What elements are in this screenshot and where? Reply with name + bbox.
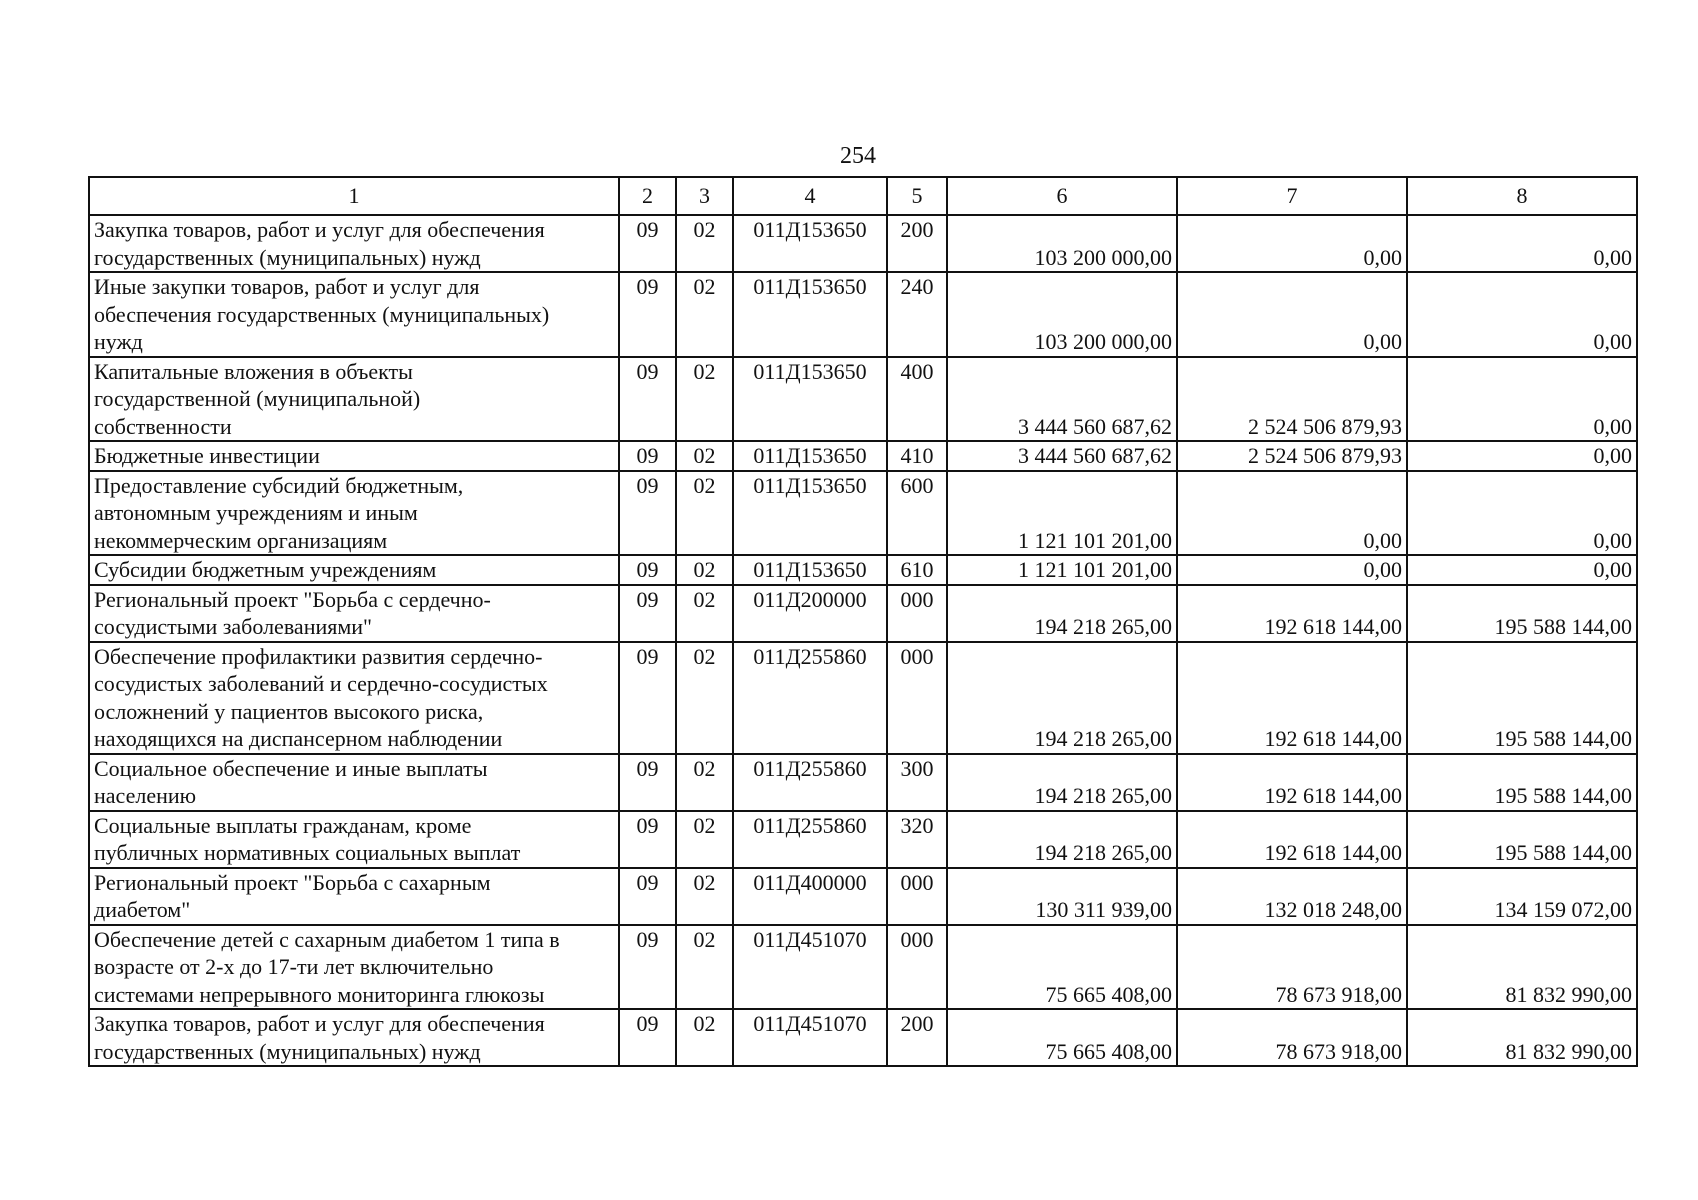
row-name-line: сосудистыми заболеваниями" bbox=[94, 614, 373, 639]
row-name-line: находящихся на диспансерном наблюдении bbox=[94, 726, 503, 751]
expense-type-cell: 240 bbox=[887, 272, 947, 357]
amount-col6-cell: 194 218 265,00 bbox=[947, 754, 1177, 811]
subsection-code-cell: 02 bbox=[676, 272, 733, 357]
row-name-line: осложнений у пациентов высокого риска, bbox=[94, 698, 484, 724]
subsection-code-cell: 02 bbox=[676, 925, 733, 1010]
target-article-cell: 011Д200000 bbox=[733, 585, 887, 642]
row-name-line: государственной (муниципальной) bbox=[94, 386, 421, 411]
subsection-code-cell: 02 bbox=[676, 754, 733, 811]
section-code-cell: 09 bbox=[619, 272, 676, 357]
subsection-code-cell: 02 bbox=[676, 471, 733, 556]
target-article-cell: 011Д255860 bbox=[733, 754, 887, 811]
column-header-2: 2 bbox=[619, 177, 676, 215]
target-article-cell: 011Д255860 bbox=[733, 811, 887, 868]
row-name-cell bbox=[89, 471, 619, 556]
row-name-line: Субсидии бюджетным учреждениям bbox=[94, 557, 437, 582]
amount-col6-cell: 75 665 408,00 bbox=[947, 1009, 1177, 1066]
expense-type-cell: 200 bbox=[887, 1009, 947, 1066]
amount-col8-cell: 0,00 bbox=[1407, 215, 1637, 272]
row-name-cell bbox=[89, 642, 619, 754]
row-name-cell bbox=[89, 585, 619, 642]
expense-type-cell: 200 bbox=[887, 215, 947, 272]
target-article-cell: 011Д153650 bbox=[733, 357, 887, 442]
table-row bbox=[89, 585, 1637, 642]
amount-col8-cell: 0,00 bbox=[1407, 357, 1637, 442]
row-name-line: Закупка товаров, работ и услуг для обеспечения bbox=[94, 217, 545, 242]
amount-col7-cell: 0,00 bbox=[1177, 555, 1407, 585]
page-number: 254 bbox=[840, 143, 876, 169]
subsection-code-cell: 02 bbox=[676, 585, 733, 642]
column-header-5: 5 bbox=[887, 177, 947, 215]
row-name-line: населению bbox=[94, 783, 197, 808]
amount-col7-cell: 192 618 144,00 bbox=[1177, 642, 1407, 754]
amount-col6-cell: 103 200 000,00 bbox=[947, 272, 1177, 357]
expense-type-cell: 000 bbox=[887, 642, 947, 754]
row-name-line: сосудистых заболеваний и сердечно-сосудистых bbox=[94, 671, 548, 696]
expense-type-cell: 000 bbox=[887, 868, 947, 925]
expense-type-cell: 610 bbox=[887, 555, 947, 585]
expense-type-cell: 300 bbox=[887, 754, 947, 811]
amount-col6-cell: 130 311 939,00 bbox=[947, 868, 1177, 925]
expense-type-cell: 400 bbox=[887, 357, 947, 442]
table-header bbox=[89, 177, 1637, 215]
expense-type-cell: 000 bbox=[887, 925, 947, 1010]
amount-col6-cell: 75 665 408,00 bbox=[947, 925, 1177, 1010]
row-name-cell bbox=[89, 555, 619, 585]
section-code-cell: 09 bbox=[619, 357, 676, 442]
row-name-line: диабетом" bbox=[94, 897, 191, 922]
row-name-line: собственности bbox=[94, 413, 232, 439]
amount-col6-cell: 103 200 000,00 bbox=[947, 215, 1177, 272]
expense-type-cell: 000 bbox=[887, 585, 947, 642]
amount-col7-cell: 192 618 144,00 bbox=[1177, 754, 1407, 811]
row-name-line: Региональный проект "Борьба с сахарным bbox=[94, 869, 491, 895]
section-code-cell: 09 bbox=[619, 811, 676, 868]
target-article-cell: 011Д400000 bbox=[733, 868, 887, 925]
row-name-line: нужд bbox=[94, 329, 143, 354]
amount-col7-cell: 192 618 144,00 bbox=[1177, 811, 1407, 868]
subsection-code-cell: 02 bbox=[676, 555, 733, 585]
amount-col7-cell: 2 524 506 879,93 bbox=[1177, 441, 1407, 471]
table-row bbox=[89, 754, 1637, 811]
column-header-3: 3 bbox=[676, 177, 733, 215]
amount-col8-cell: 195 588 144,00 bbox=[1407, 642, 1637, 754]
row-name-line: государственных (муниципальных) нужд bbox=[94, 244, 481, 270]
amount-col6-cell: 3 444 560 687,62 bbox=[947, 357, 1177, 442]
amount-col6-cell: 194 218 265,00 bbox=[947, 585, 1177, 642]
row-name-cell bbox=[89, 357, 619, 442]
row-name-line: обеспечения государственных (муниципальных) bbox=[94, 301, 550, 327]
table-row bbox=[89, 1009, 1637, 1066]
subsection-code-cell: 02 bbox=[676, 215, 733, 272]
subsection-code-cell: 02 bbox=[676, 868, 733, 925]
target-article-cell: 011Д153650 bbox=[733, 215, 887, 272]
amount-col7-cell: 78 673 918,00 bbox=[1177, 925, 1407, 1010]
expense-type-cell: 320 bbox=[887, 811, 947, 868]
target-article-cell: 011Д451070 bbox=[733, 925, 887, 1010]
row-name-cell bbox=[89, 1009, 619, 1066]
row-name-line: автономным учреждениям и иным bbox=[94, 500, 418, 525]
section-code-cell: 09 bbox=[619, 215, 676, 272]
amount-col7-cell: 132 018 248,00 bbox=[1177, 868, 1407, 925]
amount-col6-cell: 3 444 560 687,62 bbox=[947, 441, 1177, 471]
subsection-code-cell: 02 bbox=[676, 357, 733, 442]
subsection-code-cell: 02 bbox=[676, 811, 733, 868]
column-header-8: 8 bbox=[1407, 177, 1637, 215]
amount-col7-cell: 0,00 bbox=[1177, 471, 1407, 556]
amount-col8-cell: 81 832 990,00 bbox=[1407, 925, 1637, 1010]
target-article-cell: 011Д153650 bbox=[733, 441, 887, 471]
amount-col6-cell: 194 218 265,00 bbox=[947, 811, 1177, 868]
amount-col6-cell: 194 218 265,00 bbox=[947, 642, 1177, 754]
amount-col8-cell: 0,00 bbox=[1407, 272, 1637, 357]
amount-col8-cell: 0,00 bbox=[1407, 471, 1637, 556]
amount-col7-cell: 2 524 506 879,93 bbox=[1177, 357, 1407, 442]
subsection-code-cell: 02 bbox=[676, 642, 733, 754]
amount-col7-cell: 0,00 bbox=[1177, 215, 1407, 272]
row-name-line: Иные закупки товаров, работ и услуг для bbox=[94, 274, 480, 299]
column-header-1: 1 bbox=[89, 177, 619, 215]
section-code-cell: 09 bbox=[619, 925, 676, 1010]
table-row bbox=[89, 215, 1637, 272]
row-name-line: возрасте от 2-х до 17-ти лет включительно bbox=[94, 954, 494, 979]
row-name-line: системами непрерывного мониторинга глюкозы bbox=[94, 981, 545, 1007]
row-name-cell bbox=[89, 441, 619, 471]
table-row bbox=[89, 811, 1637, 868]
header-row bbox=[89, 177, 1637, 215]
row-name-line: государственных (муниципальных) нужд bbox=[94, 1038, 481, 1064]
row-name-line: публичных нормативных социальных выплат bbox=[94, 840, 521, 865]
section-code-cell: 09 bbox=[619, 868, 676, 925]
row-name-line: Социальное обеспечение и иные выплаты bbox=[94, 755, 488, 781]
subsection-code-cell: 02 bbox=[676, 1009, 733, 1066]
amount-col8-cell: 195 588 144,00 bbox=[1407, 585, 1637, 642]
budget-table bbox=[88, 176, 1638, 1067]
target-article-cell: 011Д153650 bbox=[733, 471, 887, 556]
subsection-code-cell: 02 bbox=[676, 441, 733, 471]
row-name-cell bbox=[89, 868, 619, 925]
amount-col8-cell: 0,00 bbox=[1407, 441, 1637, 471]
row-name-line: некоммерческим организациям bbox=[94, 527, 388, 553]
table-row bbox=[89, 925, 1637, 1010]
amount-col7-cell: 78 673 918,00 bbox=[1177, 1009, 1407, 1066]
table-row bbox=[89, 272, 1637, 357]
row-name-line: Бюджетные инвестиции bbox=[94, 443, 320, 468]
section-code-cell: 09 bbox=[619, 441, 676, 471]
row-name-cell bbox=[89, 215, 619, 272]
amount-col8-cell: 0,00 bbox=[1407, 555, 1637, 585]
row-name-line: Региональный проект "Борьба с сердечно- bbox=[94, 586, 491, 612]
row-name-cell bbox=[89, 272, 619, 357]
target-article-cell: 011Д153650 bbox=[733, 555, 887, 585]
target-article-cell: 011Д255860 bbox=[733, 642, 887, 754]
amount-col6-cell: 1 121 101 201,00 bbox=[947, 471, 1177, 556]
expense-type-cell: 600 bbox=[887, 471, 947, 556]
table-row bbox=[89, 441, 1637, 471]
target-article-cell: 011Д451070 bbox=[733, 1009, 887, 1066]
row-name-line: Социальные выплаты гражданам, кроме bbox=[94, 812, 472, 838]
amount-col8-cell: 195 588 144,00 bbox=[1407, 811, 1637, 868]
expense-type-cell: 410 bbox=[887, 441, 947, 471]
amount-col8-cell: 195 588 144,00 bbox=[1407, 754, 1637, 811]
row-name-line: Капитальные вложения в объекты bbox=[94, 358, 413, 384]
section-code-cell: 09 bbox=[619, 1009, 676, 1066]
section-code-cell: 09 bbox=[619, 555, 676, 585]
column-header-4: 4 bbox=[733, 177, 887, 215]
section-code-cell: 09 bbox=[619, 471, 676, 556]
row-name-line: Обеспечение профилактики развития сердечно- bbox=[94, 643, 543, 669]
amount-col7-cell: 192 618 144,00 bbox=[1177, 585, 1407, 642]
table-body bbox=[89, 215, 1637, 1066]
amount-col8-cell: 134 159 072,00 bbox=[1407, 868, 1637, 925]
section-code-cell: 09 bbox=[619, 585, 676, 642]
table-row bbox=[89, 868, 1637, 925]
section-code-cell: 09 bbox=[619, 754, 676, 811]
row-name-cell bbox=[89, 925, 619, 1010]
row-name-line: Закупка товаров, работ и услуг для обеспечения bbox=[94, 1011, 545, 1036]
table-row bbox=[89, 471, 1637, 556]
row-name-cell bbox=[89, 811, 619, 868]
table-row bbox=[89, 642, 1637, 754]
section-code-cell: 09 bbox=[619, 642, 676, 754]
column-header-7: 7 bbox=[1177, 177, 1407, 215]
table-row bbox=[89, 555, 1637, 585]
amount-col6-cell: 1 121 101 201,00 bbox=[947, 555, 1177, 585]
target-article-cell: 011Д153650 bbox=[733, 272, 887, 357]
column-header-6: 6 bbox=[947, 177, 1177, 215]
row-name-line: Обеспечение детей с сахарным диабетом 1 типа в bbox=[94, 926, 560, 952]
table-row bbox=[89, 357, 1637, 442]
row-name-cell bbox=[89, 754, 619, 811]
row-name-line: Предоставление субсидий бюджетным, bbox=[94, 472, 464, 498]
amount-col7-cell: 0,00 bbox=[1177, 272, 1407, 357]
amount-col8-cell: 81 832 990,00 bbox=[1407, 1009, 1637, 1066]
